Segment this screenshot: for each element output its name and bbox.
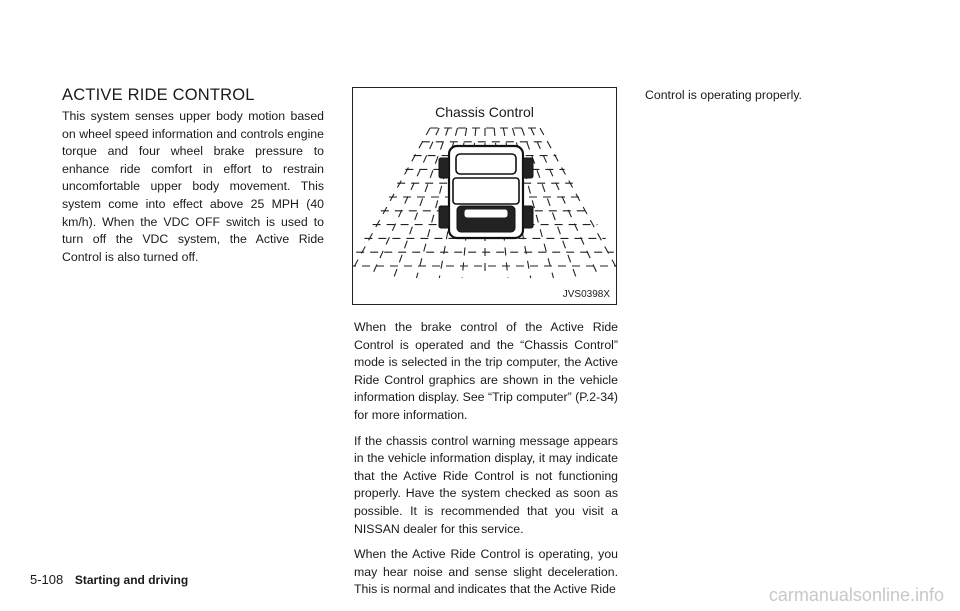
section-heading: ACTIVE RIDE CONTROL (62, 86, 255, 104)
paragraph-brake-control: When the brake control of the Active Ride Control is operated and the “Chassis Control” mode is selected in the trip computer, the Active Ride Control graphics are shown in the vehicle information display. See “Trip computer” (P.2-34) for more information. (354, 320, 618, 422)
car-illustration (439, 146, 533, 238)
page-footer (30, 572, 188, 587)
figure-title: Chassis Control (435, 104, 534, 120)
chassis-control-figure (352, 87, 617, 305)
paragraph-noise: When the Active Ride Control is operating, you may hear noise and sense slight deceleration. This is normal and indicates that the Active Ride (354, 547, 618, 597)
watermark: carmanualsonline.info (768, 585, 944, 605)
figure-code: JVS0398X (562, 289, 610, 300)
intro-paragraph: This system senses upper body motion based on wheel speed information and controls engine torque and four wheel brake pressure to enhance ride comfort in effort to restrain uncomfortable upper body movement. This system come into effect above 25 MPH (40 km/h). When the VDC OFF switch is used to turn off the VDC system, the Active Ride Control is also turned off. (62, 109, 324, 264)
car-top-view-icon (353, 88, 616, 304)
column-1 (62, 108, 324, 266)
section-name: Starting and driving (74, 573, 189, 587)
page-number: 5-108 (30, 572, 64, 587)
paragraph-warning: If the chassis control warning message appears in the vehicle information display, it may indicate that the Active Ride Control is not functioning properly. Have the system checked as soon as possible. It is recommended that you visit a NISSAN dealer for this service. (354, 433, 618, 536)
column-3 (645, 87, 909, 105)
paragraph-continued: Control is operating properly. (645, 88, 802, 102)
column-2 (354, 319, 618, 607)
